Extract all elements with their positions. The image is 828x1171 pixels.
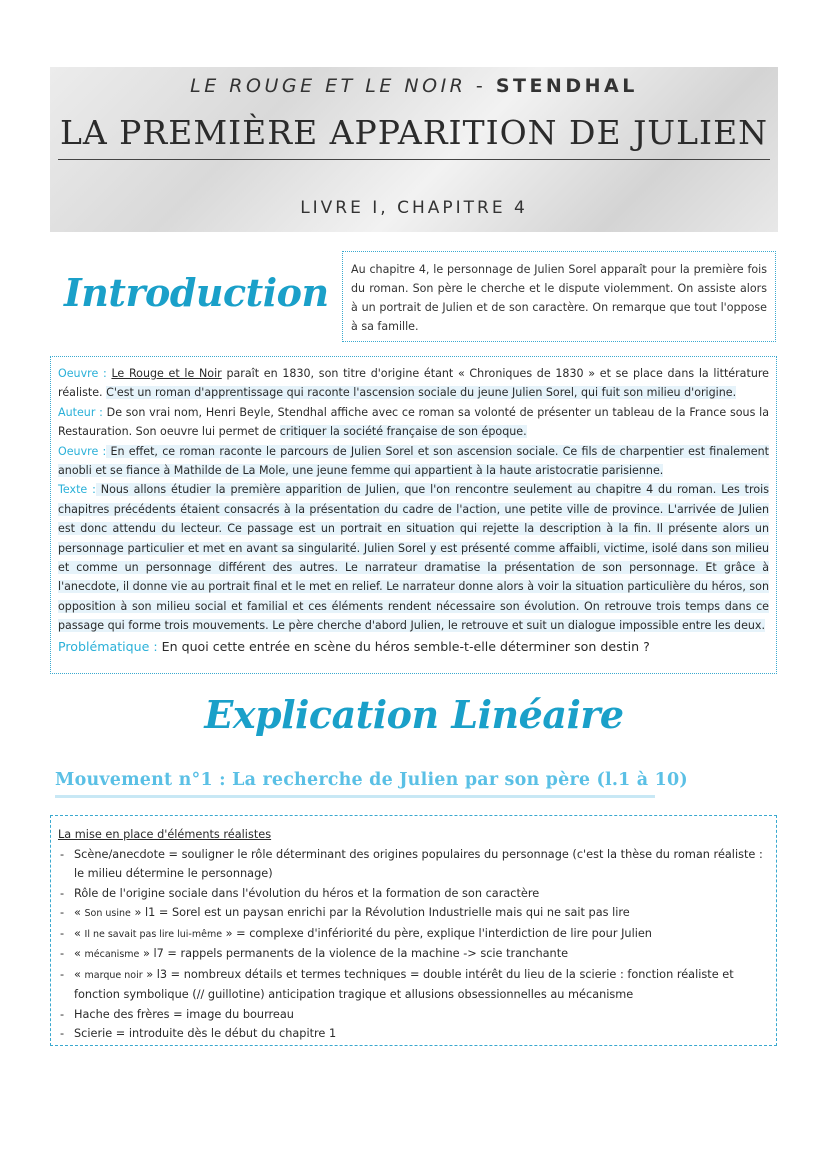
auteur-label: Auteur bbox=[58, 405, 96, 419]
introduction-heading: Introduction bbox=[64, 270, 329, 315]
author: STENDHAL bbox=[495, 75, 638, 97]
oeuvre-paragraph: Oeuvre : Le Rouge et le Noir paraît en 1830, son titre d'origine étant « Chroniques de 1830 » et se place dans la littérature réaliste. C'est un roman d'apprentissage qui raconte l'ascension sociale du jeune Julien Sorel, qui fuit son milieu d'origine. bbox=[58, 367, 769, 400]
work-and-author bbox=[50, 75, 778, 97]
note-item bbox=[58, 1005, 769, 1025]
title-banner bbox=[50, 67, 778, 232]
note-text: » l3 = nombreux détails et termes techniques = double intérêt du lieu de la scierie : fonction réaliste et fonction symbolique (// guillotine) anticipation tragique et allusions obsessionnelles au mécanisme bbox=[74, 967, 734, 1001]
note-quote-open: « bbox=[74, 906, 85, 919]
note-quote: Son usine bbox=[84, 908, 131, 919]
context-box bbox=[50, 356, 777, 674]
note-text: » l1 = Sorel est un paysan enrichi par la Révolution Industrielle mais qui ne sait pas lire bbox=[130, 906, 630, 919]
note-text: Scierie = introduite dès le début du chapitre 1 bbox=[74, 1027, 337, 1040]
problematique-label: Problématique bbox=[58, 638, 150, 654]
note-quote-open: « bbox=[74, 947, 85, 960]
problematique-text: En quoi cette entrée en scène du héros semble-t-elle déterminer son destin ? bbox=[157, 638, 650, 654]
oeuvre2-text: En effet, ce roman raconte le parcours de Julien Sorel et son ascension sociale. Ce fils de charpentier est finalement anobli et se fiance à Mathilde de La Mole, une jeune femme qui appartient à la haute aristocratie parisienne. bbox=[58, 444, 770, 478]
texte-paragraph: Texte : Nous allons étudier la première apparition de Julien, que l'on rencontre seulement au chapitre 4 du roman. Les trois chapitres précédents étaient consacrés à la présentation du cadre de l'action, une petite ville de province. L'arrivée de Julien est donc attendu du lecteur. Ce passage est un portrait en situation qui rejette la description à la fin. Il présente alors un personnage particulier et met en avant sa singularité. Julien Sorel y est présenté comme affaibli, victime, isolé dans son milieu et comme un personnage différent des autres. Le narrateur dramatise la présentation de son personnage. Et grâce à l'anecdote, il donne vie au portrait final et le met en relief. Le narrateur donne alors à voir la situation particulière du héros, son opposition à son milieu social et familial et ces éléments rendent nécessaire son évolution. On retrouve trois temps dans ce passage qui forme trois mouvements. Le père cherche d'abord Julien, le retrouve et suit un dialogue impossible entre les deux. bbox=[58, 483, 769, 633]
movement-title: Mouvement n°1 : La recherche de Julien par son père (l.1 à 10) bbox=[55, 770, 688, 790]
note-item bbox=[58, 903, 769, 924]
note-item bbox=[58, 924, 769, 945]
auteur-text: De son vrai nom, Henri Beyle, Stendhal affiche avec ce roman sa volonté de présenter un tableau de la France sous la Restauration. Son oeuvre lui permet de bbox=[58, 405, 769, 439]
problematique-paragraph: Problématique : En quoi cette entrée en scène du héros semble-t-elle déterminer son destin ? bbox=[58, 638, 650, 654]
note-item bbox=[58, 1024, 769, 1044]
explication-heading: Explication Linéaire bbox=[204, 692, 624, 737]
note-text: Rôle de l'origine sociale dans l'évolution du héros et la formation de son caractère bbox=[74, 886, 540, 900]
texte-label: Texte bbox=[58, 483, 88, 497]
note-item bbox=[58, 944, 769, 965]
movement-highlight bbox=[55, 795, 655, 798]
note-text: » = complexe d'infériorité du père, explique l'interdiction de lire pour Julien bbox=[222, 926, 652, 940]
texte-text: Nous allons étudier la première apparition de Julien, que l'on rencontre seulement au chapitre 4 du roman. Les trois chapitres précédents étaient consacrés à la présentation du cadre de l'action, une petite ville de province. L'arrivée de Julien est donc attendu du lecteur. Ce passage est un portrait en situation qui rejette la description à la fin. Il présente alors un personnage particulier et met en avant sa singularité. Julien Sorel y est présenté comme affaibli, victime, isolé dans son milieu et comme un personnage différent des autres. Le narrateur dramatise la présentation de son personnage. Et grâce à l'anecdote, il donne vie au portrait final et le met en relief. Le narrateur donne alors à voir la situation particulière du héros, son opposition à son milieu social et familial et ces éléments rendent nécessaire son évolution. On retrouve trois temps dans ce passage qui forme trois mouvements. Le père cherche d'abord Julien, le retrouve et suit un dialogue impossible entre les deux. bbox=[58, 483, 769, 633]
notes-box-title: La mise en place d'éléments réalistes bbox=[58, 828, 272, 841]
note-quote: mécanisme bbox=[84, 949, 140, 960]
note-text: Scène/anecdote = souligner le rôle déterminant des origines populaires du personnage (c'est la thèse du roman réaliste : le milieu détermine le personnage) bbox=[74, 847, 763, 880]
oeuvre-text-highlight: C'est un roman d'apprentissage qui raconte l'ascension sociale du jeune Julien Sorel, qui fuit son milieu d'origine. bbox=[106, 386, 737, 400]
oeuvre2-label: Oeuvre bbox=[58, 444, 99, 458]
oeuvre-label: Oeuvre bbox=[58, 367, 99, 380]
oeuvre-title: Le Rouge et le Noir bbox=[111, 367, 222, 380]
auteur-text-highlight: critiquer la société française de son époque. bbox=[279, 425, 527, 439]
intro-summary: Au chapitre 4, le personnage de Julien Sorel apparaît pour la première fois du roman. Son père le cherche et le dispute violemment. On assiste alors à un portrait de Julien et de son caractère. On remarque que tout l'oppose à sa famille. bbox=[351, 263, 767, 333]
note-text: Hache des frères = image du bourreau bbox=[74, 1007, 294, 1021]
separator: - bbox=[466, 75, 496, 97]
note-quote: marque noir bbox=[84, 969, 143, 981]
note-quote-open: « bbox=[74, 926, 85, 940]
auteur-paragraph: Auteur : De son vrai nom, Henri Beyle, Stendhal affiche avec ce roman sa volonté de présenter un tableau de la France sous la Restauration. Son oeuvre lui permet de critiquer la société française de son époque. bbox=[58, 405, 769, 439]
note-text: » l7 = rappels permanents de la violence de la machine -> scie tranchante bbox=[139, 947, 569, 960]
intro-summary-box bbox=[342, 251, 776, 342]
movement-notes-box bbox=[50, 815, 777, 1046]
notes-list bbox=[58, 845, 769, 1044]
oeuvre2-paragraph: Oeuvre : En effet, ce roman raconte le parcours de Julien Sorel et son ascension sociale. Ce fils de charpentier est finalement anobli et se fiance à Mathilde de La Mole, une jeune femme qui appartient à la haute aristocratie parisienne. bbox=[58, 444, 770, 478]
work-title: LE ROUGE ET LE NOIR bbox=[190, 75, 467, 97]
note-item bbox=[58, 884, 769, 904]
chapter-subtitle: LIVRE I, CHAPITRE 4 bbox=[300, 198, 528, 218]
page-title: LA PREMIÈRE APPARITION DE JULIEN bbox=[59, 113, 769, 152]
note-item bbox=[58, 845, 769, 884]
title-divider bbox=[58, 159, 770, 160]
oeuvre-text: paraît en 1830, son titre d'origine étant « Chroniques de 1830 » et se place dans la littérature réaliste. bbox=[58, 367, 769, 400]
note-quote-open: « bbox=[74, 967, 85, 981]
note-quote: Il ne savait pas lire lui-même bbox=[84, 928, 223, 940]
note-item bbox=[58, 965, 769, 1005]
